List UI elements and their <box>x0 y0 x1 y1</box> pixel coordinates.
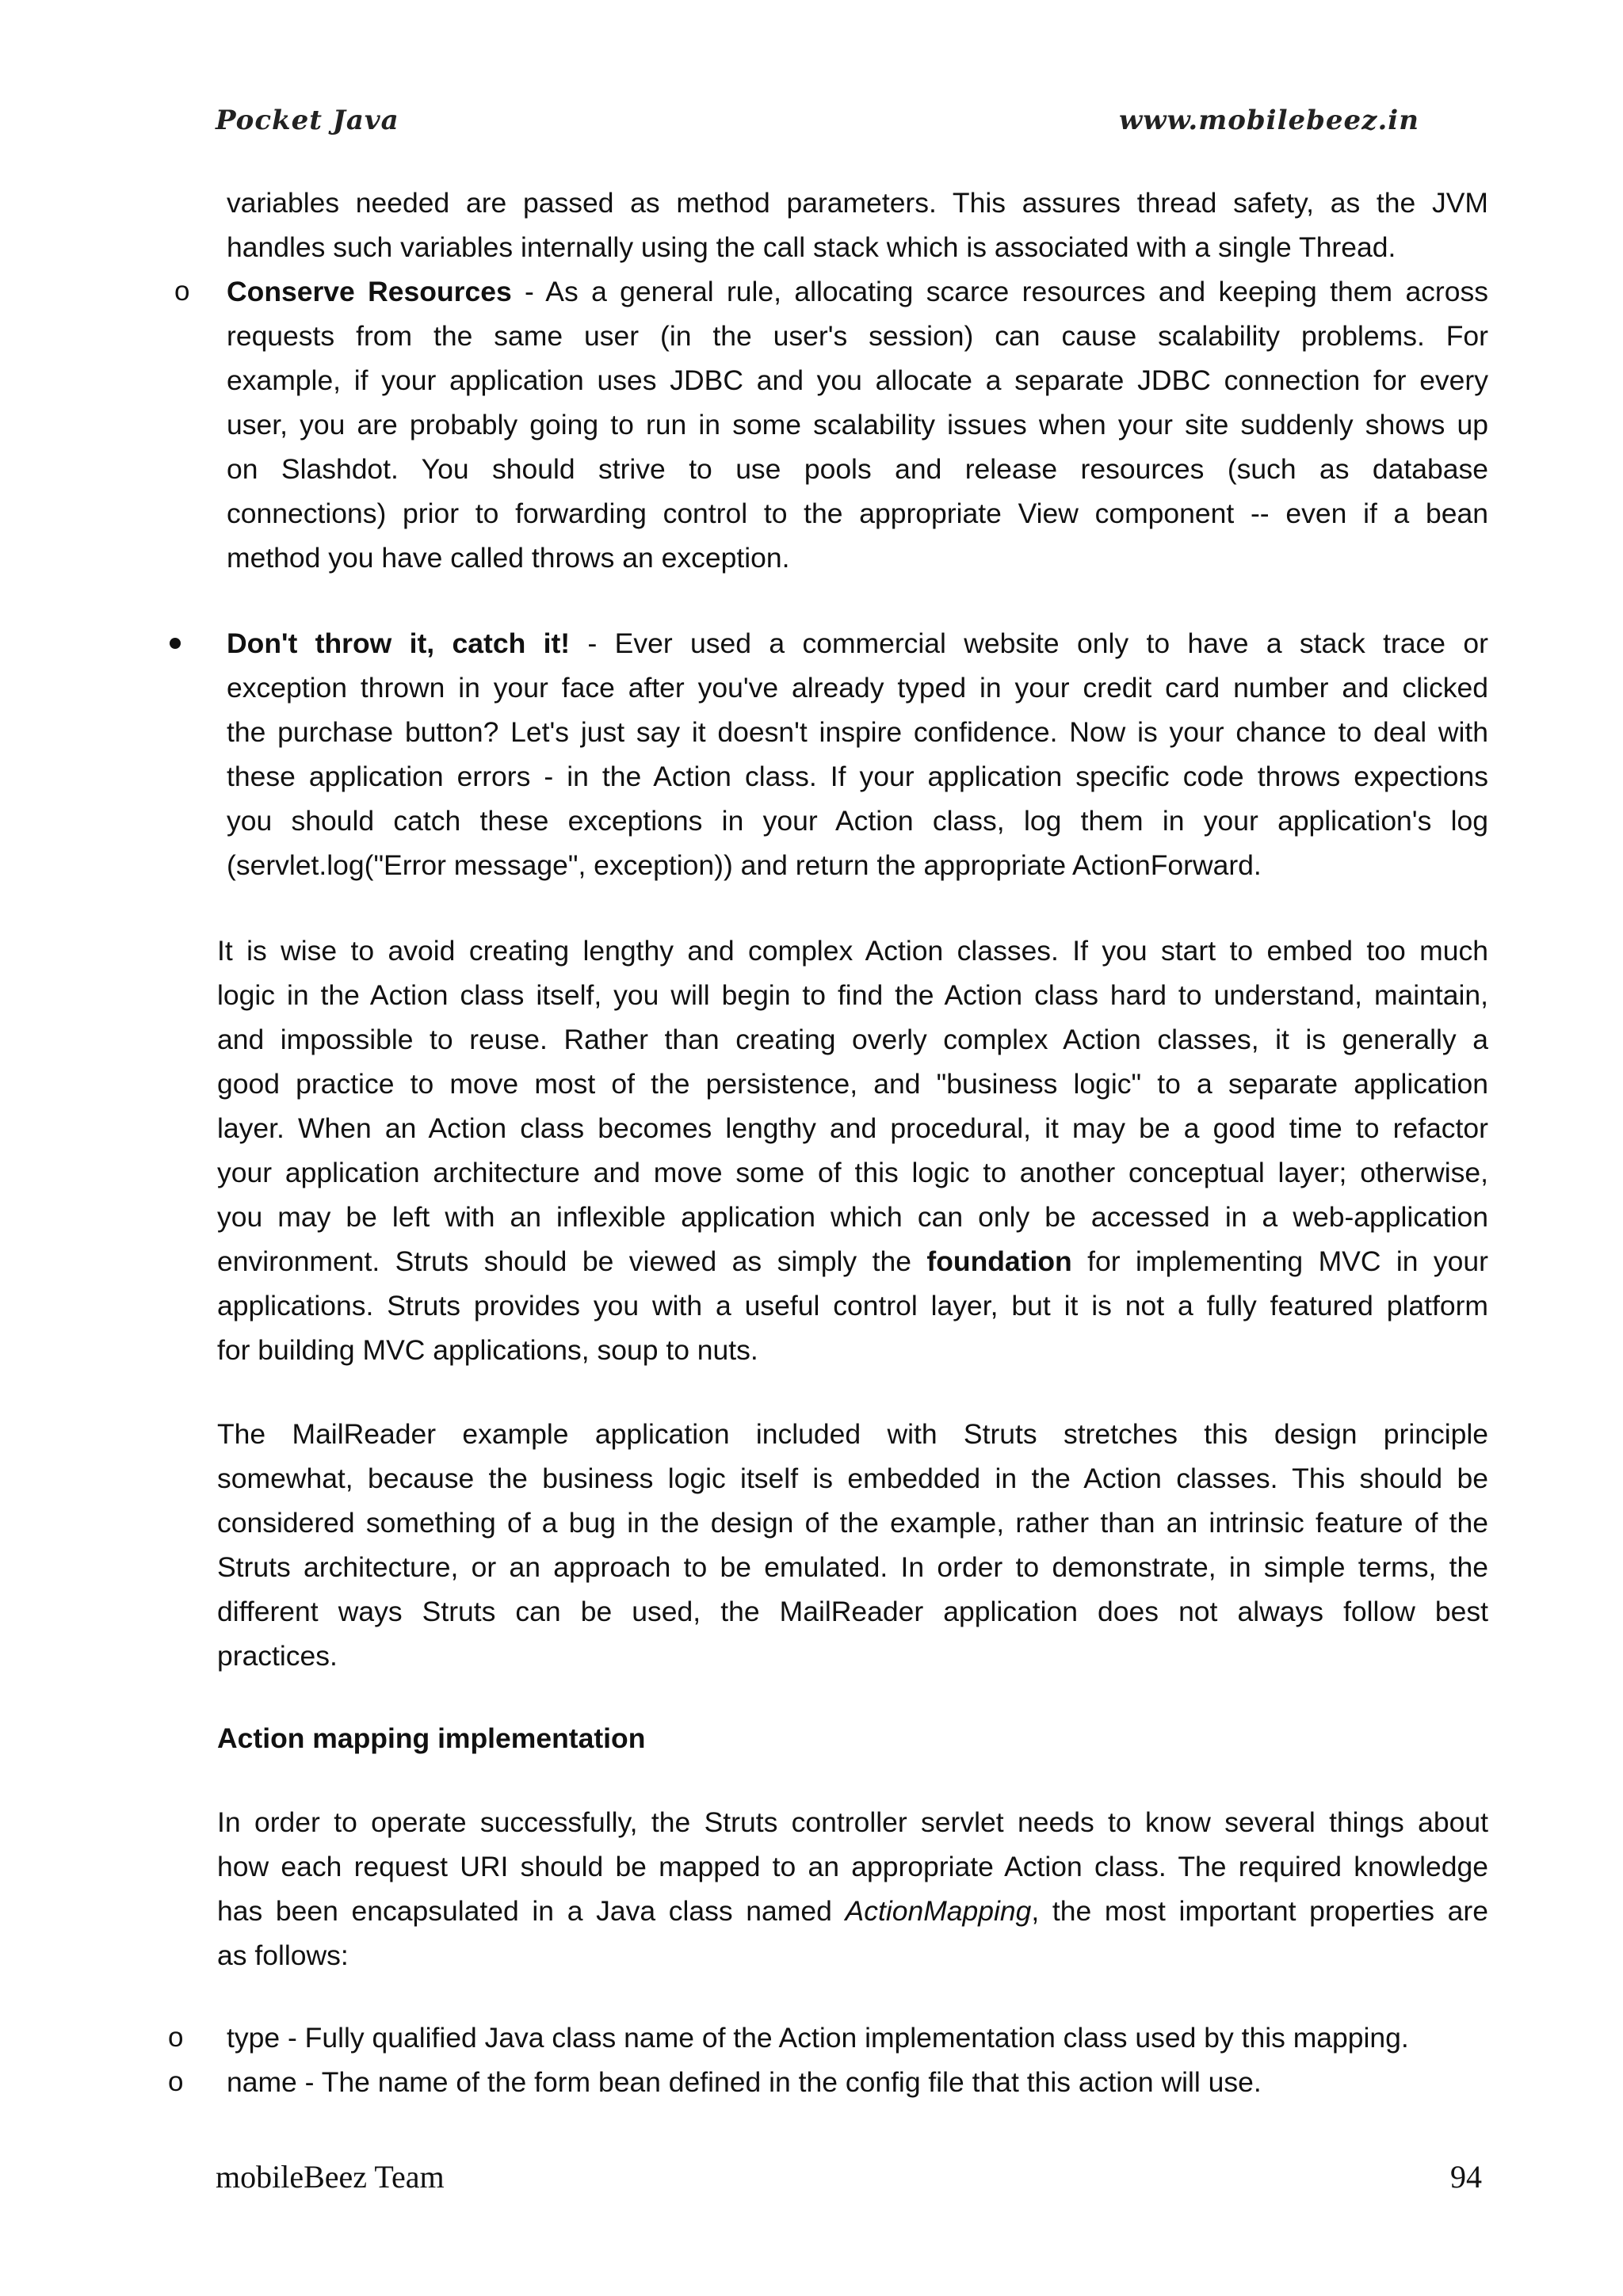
text-line: somewhat, because the business logic itself is embedded in the Action classes. This should be <box>217 1463 1488 1494</box>
continuation-paragraph <box>227 181 1488 269</box>
text-line: for building MVC applications, soup to nuts. <box>217 1334 758 1366</box>
text-line: connections) prior to forwarding control to the appropriate View component -- even if a bean <box>227 498 1488 529</box>
text-line: these application errors - in the Action class. If your application specific code throws expections <box>227 761 1488 792</box>
text-line: environment. Struts should be viewed as simply the foundation for implementing MVC in your <box>217 1245 1488 1277</box>
text-line: and impossible to reuse. Rather than creating overly complex Action classes, it is generally a <box>217 1024 1488 1055</box>
actionmapping-term: ActionMapping <box>845 1895 1032 1927</box>
conserve-title: Conserve Resources <box>227 276 512 307</box>
text-line: (servlet.log("Error message", exception)) and return the appropriate ActionForward. <box>227 849 1262 881</box>
property-type: type - Fully qualified Java class name of the Action implementation class used by this mapping. <box>227 2022 1409 2054</box>
text-line: exception thrown in your face after you've already typed in your credit card number and clicked <box>227 672 1488 704</box>
sub-bullet-marker: o <box>174 276 190 307</box>
text-line: variables needed are passed as method parameters. This assures thread safety, as the JVM <box>227 187 1488 219</box>
text-line: logic in the Action class itself, you will begin to find the Action class hard to understand, maintain, <box>217 979 1488 1011</box>
text-line: layer. When an Action class becomes lengthy and procedural, it may be a good time to refactor <box>217 1112 1488 1144</box>
lengthy-action-paragraph <box>217 929 1488 1372</box>
text-line: your application architecture and move some of this logic to another conceptual layer; otherwise, <box>217 1157 1488 1188</box>
text-line: applications. Struts provides you with a useful control layer, but it is not a fully featured platform <box>217 1290 1488 1322</box>
dont-throw-title: Don't throw it, catch it! <box>227 627 571 659</box>
text-line: Struts architecture, or an approach to be emulated. In order to demonstrate, in simple terms, the <box>217 1551 1488 1583</box>
text-line: as follows: <box>217 1939 349 1971</box>
text-line: has been encapsulated in a Java class named ActionMapping, the most important properties are <box>217 1895 1488 1927</box>
header-title: Pocket Java <box>216 105 399 136</box>
dont-throw-item <box>227 621 1488 887</box>
text-line: different ways Struts can be used, the MailReader application does not always follow best <box>217 1596 1488 1627</box>
text-line: user, you are probably going to run in some scalability issues when your site suddenly shows up <box>227 409 1488 441</box>
text-line: In order to operate successfully, the Struts controller servlet needs to know several things about <box>217 1806 1488 1838</box>
text-line: Conserve Resources - As a general rule, allocating scarce resources and keeping them across <box>227 276 1489 307</box>
page-number: 94 <box>1450 2159 1482 2195</box>
text-line: handles such variables internally using the call stack which is associated with a single Thread. <box>227 231 1396 263</box>
text-line: It is wise to avoid creating lengthy and complex Action classes. If you start to embed too much <box>217 935 1488 967</box>
text-line: the purchase button? Let's just say it doesn't inspire confidence. Now is your chance to deal with <box>227 716 1488 748</box>
text-line: considered something of a bug in the design of the example, rather than an intrinsic feature of the <box>217 1507 1488 1539</box>
text-line: you may be left with an inflexible application which can only be accessed in a web-application <box>217 1201 1488 1233</box>
footer-author: mobileBeez Team <box>216 2159 445 2195</box>
foundation-emphasis: foundation <box>926 1245 1072 1277</box>
section-heading: Action mapping implementation <box>217 1722 646 1754</box>
text-line: on Slashdot. You should strive to use pools and release resources (such as database <box>227 453 1488 485</box>
text-line: example, if your application uses JDBC and you allocate a separate JDBC connection for every <box>227 364 1488 396</box>
property-marker: o <box>168 2022 184 2053</box>
bullet-dot-icon <box>170 638 181 649</box>
action-mapping-paragraph <box>217 1800 1488 1978</box>
text-line: Don't throw it, catch it! - Ever used a commercial website only to have a stack trace or <box>227 627 1488 659</box>
conserve-resources-item <box>227 269 1488 580</box>
text-line: good practice to move most of the persistence, and "business logic" to a separate application <box>217 1068 1488 1100</box>
text-line: The MailReader example application included with Struts stretches this design principle <box>217 1418 1488 1450</box>
text-line: how each request URI should be mapped to an appropriate Action class. The required knowledge <box>217 1851 1488 1882</box>
text-line: method you have called throws an exception. <box>227 542 790 574</box>
text-line: you should catch these exceptions in your Action class, log them in your application's log <box>227 805 1488 837</box>
property-name: name - The name of the form bean defined in the config file that this action will use. <box>227 2066 1262 2098</box>
text-line: requests from the same user (in the user's session) can cause scalability problems. For <box>227 320 1488 352</box>
header-url: www.mobilebeez.in <box>1119 105 1419 136</box>
property-marker: o <box>168 2066 184 2097</box>
mailreader-paragraph <box>217 1412 1488 1678</box>
text-line: practices. <box>217 1640 338 1672</box>
